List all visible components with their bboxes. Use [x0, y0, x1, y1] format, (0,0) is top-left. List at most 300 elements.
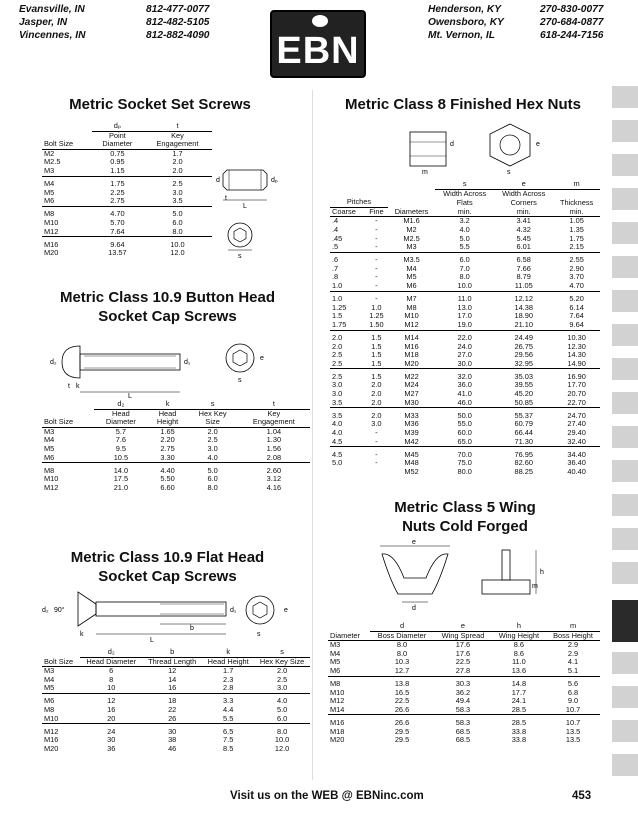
- table-cell: .4: [332, 224, 339, 234]
- table-row: [330, 321, 600, 330]
- table-cell: 22.0: [457, 333, 472, 342]
- label-d1: d₁: [184, 359, 191, 366]
- table-cell: M8: [44, 465, 55, 475]
- table-cell: 5.45: [516, 233, 531, 243]
- section-title: [330, 498, 600, 536]
- col-header: min.: [494, 207, 553, 217]
- label-d: d: [216, 177, 220, 184]
- table-cell: 8.0: [459, 272, 470, 282]
- table-cell: 8: [109, 674, 114, 684]
- section-title: Metric Class 8 Finished Hex Nuts: [345, 96, 581, 113]
- side-tab[interactable]: [612, 460, 638, 482]
- table-cell: 3.0: [371, 419, 382, 429]
- table-cell: 8.0: [396, 640, 408, 650]
- side-tab[interactable]: [612, 562, 638, 584]
- table-cell: 5.5: [459, 242, 470, 252]
- city: Henderson, KY: [428, 4, 502, 15]
- table-cell: -: [375, 263, 378, 273]
- col-header: t: [143, 122, 212, 131]
- col-header: Key: [171, 130, 184, 140]
- table-row: [42, 210, 212, 219]
- table-cell: 10.5: [113, 452, 129, 462]
- table-cell: 2.0: [371, 397, 382, 407]
- table-cell: M12: [44, 226, 59, 236]
- table-cell: -: [375, 294, 378, 304]
- col-header: d₂: [80, 648, 142, 657]
- table-cell: 5.6: [567, 679, 579, 689]
- table-cell: 30.0: [457, 358, 472, 368]
- table-cell: M8: [406, 302, 417, 312]
- table-cell: 3.0: [172, 187, 183, 197]
- table-cell: 2.0: [371, 389, 382, 399]
- table-cell: 60.0: [457, 427, 472, 437]
- label-e: e: [536, 141, 540, 148]
- table-cell: M16: [330, 717, 345, 727]
- col-header: Width Across: [443, 188, 487, 198]
- table-row: [42, 706, 310, 715]
- table-cell: 3.70: [569, 272, 584, 282]
- col-header: Coarse: [330, 207, 365, 217]
- table-cell: 16: [168, 683, 177, 693]
- table-cell: 13.0: [457, 302, 472, 312]
- side-tab[interactable]: [612, 720, 638, 742]
- table-cell: 2.25: [110, 187, 125, 197]
- table-row: [328, 667, 600, 676]
- table-cell: M6: [406, 281, 417, 291]
- col-header: t: [238, 400, 310, 409]
- table-row: [42, 149, 212, 158]
- col-header: Hex Key Size: [254, 657, 310, 667]
- label-s: s: [257, 631, 261, 638]
- table-cell: 3.30: [160, 452, 175, 462]
- table-cell: 39.55: [514, 380, 533, 390]
- col-header: Bolt Size: [42, 140, 92, 149]
- table-cell: 4.70: [569, 281, 584, 291]
- side-tab[interactable]: [612, 528, 638, 550]
- title-line: Nuts Cold Forged: [402, 518, 528, 535]
- table-cell: 1.0: [371, 302, 382, 312]
- table-cell: 6.8: [567, 687, 579, 697]
- col-header: Head Height: [202, 657, 254, 667]
- table-cell: 66.44: [514, 427, 533, 437]
- table-cell: 1.30: [266, 435, 282, 445]
- col-header: Boss Height: [546, 631, 600, 641]
- table-cell: 1.75: [332, 319, 347, 329]
- table-cell: M3: [406, 242, 417, 252]
- side-tab[interactable]: [612, 290, 638, 312]
- col-header: min.: [553, 207, 600, 217]
- table-cell: 9.64: [110, 239, 125, 249]
- side-tab[interactable]: [612, 256, 638, 278]
- website-link[interactable]: Visit us on the WEB @ EBNinc.com: [230, 790, 424, 802]
- table-cell: 14.0: [113, 465, 129, 475]
- flat-head-table: [42, 648, 310, 754]
- side-tab[interactable]: [612, 120, 638, 142]
- table-cell: 7.5: [223, 735, 234, 745]
- label-e: e: [260, 355, 264, 362]
- table-cell: 50.0: [457, 410, 472, 420]
- label-m: m: [422, 169, 428, 176]
- side-tab[interactable]: [612, 652, 638, 674]
- table-cell: 71.30: [514, 436, 533, 446]
- table-cell: 22.5: [394, 696, 410, 706]
- table-row: [330, 438, 600, 447]
- table-cell: 2.0: [371, 380, 382, 390]
- col-header: b: [142, 648, 202, 657]
- table-row: [42, 180, 212, 189]
- table-cell: 12.7: [394, 665, 410, 675]
- table-cell: 6.01: [516, 242, 531, 252]
- table-cell: 19.0: [457, 319, 472, 329]
- col-header: Height: [148, 418, 188, 427]
- col-header: Fine: [365, 207, 388, 217]
- col-header: Head Diameter: [80, 657, 142, 667]
- side-tab[interactable]: [612, 426, 638, 448]
- table-cell: M42: [404, 436, 419, 446]
- wing-nut-table: [328, 622, 600, 745]
- table-cell: 2.8: [223, 683, 234, 693]
- col-header: Diameter: [94, 418, 147, 427]
- table-cell: 10.0: [457, 281, 472, 291]
- table-cell: M12: [44, 726, 59, 736]
- table-cell: 2.5: [332, 371, 343, 381]
- table-cell: 76.95: [514, 449, 533, 459]
- table-cell: 21.0: [113, 482, 129, 492]
- table-cell: M24: [404, 380, 419, 390]
- table-row: [42, 158, 212, 167]
- table-cell: 4.70: [110, 209, 125, 219]
- table-cell: 75.0: [457, 458, 472, 468]
- table-cell: .4: [332, 216, 339, 226]
- table-cell: 21.10: [514, 319, 533, 329]
- table-cell: 1.05: [569, 216, 584, 226]
- table-cell: 4.1: [567, 657, 579, 667]
- table-cell: -: [375, 233, 378, 243]
- table-row: [330, 468, 600, 477]
- table-cell: M18: [330, 726, 345, 736]
- table-cell: 36.0: [457, 380, 472, 390]
- table-cell: M2.5: [44, 157, 61, 167]
- table-cell: 6.0: [207, 474, 218, 484]
- side-tab[interactable]: [612, 392, 638, 414]
- label-s: s: [507, 169, 511, 176]
- table-cell: 1.7: [223, 666, 234, 676]
- col-header: e: [434, 622, 491, 631]
- table-cell: 41.0: [457, 389, 472, 399]
- table-cell: 14.30: [567, 350, 586, 360]
- table-cell: 24.1: [511, 696, 527, 706]
- side-tab[interactable]: [612, 358, 638, 380]
- table-cell: 17.6: [455, 648, 471, 658]
- table-cell: 12: [107, 696, 116, 706]
- table-cell: 5.0: [459, 233, 470, 243]
- table-cell: -: [375, 216, 378, 226]
- table-row: [42, 728, 310, 737]
- table-cell: 3.5: [332, 410, 343, 420]
- col-header: m: [553, 180, 600, 189]
- table-cell: M5: [44, 443, 55, 453]
- title-line: Socket Cap Screws: [98, 308, 237, 325]
- table-cell: 10.30: [567, 333, 586, 342]
- table-cell: 2.5: [276, 674, 288, 684]
- table-cell: 8.5: [223, 743, 234, 753]
- table-cell: M20: [330, 735, 345, 745]
- table-cell: 3.0: [332, 380, 343, 390]
- table-cell: 12.12: [514, 294, 533, 304]
- table-row: [42, 219, 212, 228]
- table-cell: M14: [404, 333, 419, 342]
- table-cell: M10: [44, 713, 59, 723]
- table-cell: 5.70: [110, 217, 125, 227]
- side-tab[interactable]: [612, 686, 638, 708]
- table-cell: 32.95: [514, 358, 533, 368]
- table-cell: 30: [168, 726, 177, 736]
- col-header: Engagement: [143, 140, 212, 149]
- label-t: t: [68, 383, 70, 390]
- table-cell: 3.3: [223, 696, 234, 706]
- table-cell: 29.5: [394, 726, 410, 736]
- table-cell: 2.0: [207, 426, 218, 436]
- table-cell: 8.79: [516, 272, 531, 282]
- table-cell: 18.90: [514, 311, 533, 321]
- left-phones: [146, 3, 236, 43]
- table-cell: M12: [44, 482, 59, 492]
- table-cell: 16.90: [567, 371, 586, 381]
- table-cell: 12.0: [170, 248, 185, 258]
- table-cell: 88.25: [514, 466, 533, 476]
- col-header: d₂: [94, 400, 147, 409]
- table-cell: M3: [44, 426, 55, 436]
- table-row: [330, 243, 600, 252]
- table-cell: 1.5: [371, 358, 382, 368]
- side-tab[interactable]: [612, 222, 638, 244]
- col-header: Corners: [510, 197, 537, 207]
- page-header: [0, 0, 638, 82]
- table-cell: 1.56: [266, 443, 282, 453]
- table-cell: M2.5: [403, 233, 420, 243]
- table-cell: 3.0: [332, 389, 343, 399]
- bolt-icon: [312, 15, 328, 27]
- table-cell: 4.16: [266, 482, 282, 492]
- table-cell: 80.0: [457, 466, 472, 476]
- table-cell: 16: [107, 705, 116, 715]
- table-cell: 6.14: [569, 302, 584, 312]
- city: Jasper, IN: [19, 17, 68, 29]
- side-tab[interactable]: [612, 154, 638, 176]
- table-cell: 3.2: [459, 216, 470, 226]
- table-row: [330, 360, 600, 369]
- col-header: k: [148, 400, 188, 409]
- table-cell: 6.0: [172, 217, 183, 227]
- title-line: Metric Class 10.9 Flat Head: [70, 549, 265, 566]
- table-cell: M6: [44, 452, 55, 462]
- table-row: [42, 684, 310, 693]
- table-cell: 1.25: [369, 311, 384, 321]
- table-cell: 2.5: [207, 435, 218, 445]
- phone: 270-830-0077: [540, 4, 604, 15]
- side-tab-active[interactable]: [612, 600, 638, 642]
- table-cell: 2.20: [160, 435, 175, 445]
- table-cell: 13.6: [511, 665, 527, 675]
- table-cell: -: [375, 449, 378, 459]
- table-cell: 2.75: [110, 196, 125, 206]
- table-cell: 0.75: [110, 148, 125, 158]
- col-header: Wing Spread: [434, 631, 491, 641]
- col-header: s: [254, 648, 310, 657]
- table-cell: 1.04: [266, 426, 282, 436]
- table-cell: 12: [168, 666, 177, 676]
- table-cell: 8.6: [513, 648, 525, 658]
- table-cell: 68.5: [455, 726, 471, 736]
- table-cell: 6.5: [223, 726, 234, 736]
- table-row: [42, 241, 212, 250]
- table-cell: 5.50: [160, 474, 175, 484]
- table-cell: 18: [168, 696, 177, 706]
- table-cell: 2.0: [332, 333, 343, 342]
- table-cell: M4: [406, 263, 417, 273]
- table-cell: M36: [404, 419, 419, 429]
- table-cell: M20: [44, 743, 59, 753]
- table-cell: 50.85: [514, 397, 533, 407]
- section-title: [50, 288, 285, 326]
- col-header: e: [494, 180, 553, 189]
- table-cell: 9.64: [569, 319, 584, 329]
- table-cell: M8: [330, 679, 341, 689]
- col-header: Thread Length: [142, 657, 202, 667]
- table-cell: 7.64: [569, 311, 584, 321]
- table-cell: 11.0: [457, 294, 472, 304]
- col-header: min.: [435, 207, 494, 217]
- col-header: Pitches: [330, 198, 388, 207]
- table-cell: 58.3: [455, 717, 471, 727]
- table-cell: M3: [44, 165, 55, 175]
- table-cell: 55.37: [514, 410, 533, 420]
- table-cell: 9.0: [567, 696, 579, 706]
- right-phones: [540, 3, 630, 43]
- phone: 270-684-0877: [540, 17, 604, 29]
- table-cell: 14.90: [567, 358, 586, 368]
- table-cell: M18: [404, 350, 419, 360]
- phone: 812-477-0077: [146, 4, 210, 15]
- table-cell: -: [375, 427, 378, 437]
- side-tab[interactable]: [612, 324, 638, 346]
- table-cell: 7.66: [516, 263, 531, 273]
- table-cell: M4: [330, 648, 341, 658]
- table-cell: 16.5: [394, 687, 410, 697]
- col-header: Bolt Size: [42, 657, 80, 667]
- table-cell: 30.3: [455, 679, 471, 689]
- table-row: [42, 697, 310, 706]
- table-cell: 28.5: [511, 717, 527, 727]
- col-header: m: [546, 622, 600, 631]
- table-cell: 68.5: [455, 735, 471, 745]
- table-cell: M4: [44, 179, 55, 189]
- label-d2: d₂: [42, 607, 49, 614]
- table-cell: 26.6: [394, 717, 410, 727]
- table-cell: 4.0: [276, 696, 288, 706]
- table-cell: 65.0: [457, 436, 472, 446]
- label-h: h: [540, 569, 544, 576]
- table-cell: 6.58: [516, 255, 531, 265]
- table-cell: M30: [404, 397, 419, 407]
- table-cell: 2.08: [266, 452, 282, 462]
- city: Owensboro, KY: [428, 17, 504, 29]
- table-cell: 2.0: [172, 157, 183, 167]
- col-header: Flats: [456, 197, 473, 207]
- table-cell: 58.3: [455, 704, 471, 714]
- wing-nut-diagram: [370, 540, 570, 612]
- table-cell: 1.25: [332, 302, 347, 312]
- table-cell: 27.40: [567, 419, 586, 429]
- side-tab[interactable]: [612, 188, 638, 210]
- col-header: Thickness: [559, 197, 594, 207]
- table-row: [42, 736, 310, 745]
- col-header: Diameter: [92, 140, 143, 149]
- table-row: [42, 667, 310, 676]
- label-s: s: [238, 253, 242, 260]
- table-cell: 1.75: [110, 179, 125, 189]
- table-cell: 5.5: [223, 713, 234, 723]
- table-cell: 29.5: [394, 735, 410, 745]
- table-cell: M12: [330, 696, 345, 706]
- label-e: e: [412, 539, 416, 546]
- table-cell: 28.5: [511, 704, 527, 714]
- table-cell: 4.4: [223, 705, 234, 715]
- table-cell: M4: [44, 435, 55, 445]
- table-cell: .45: [332, 233, 343, 243]
- col-header: Width Across: [502, 188, 546, 198]
- table-cell: 36: [107, 743, 116, 753]
- table-cell: 29.56: [514, 350, 533, 360]
- table-cell: 6.0: [459, 255, 470, 265]
- table-cell: -: [375, 255, 378, 265]
- title-line: Metric Class 10.9 Button Head: [59, 289, 276, 306]
- table-cell: 4.32: [516, 224, 531, 234]
- table-cell: 5.1: [567, 665, 579, 675]
- table-cell: 45.20: [514, 389, 533, 399]
- table-body: [328, 641, 600, 745]
- table-cell: 1.5: [371, 333, 382, 342]
- phone: 618-244-7156: [540, 30, 604, 42]
- table-cell: 60.79: [514, 419, 533, 429]
- table-cell: M6: [330, 665, 341, 675]
- table-cell: 1.75: [569, 233, 584, 243]
- side-tab[interactable]: [612, 494, 638, 516]
- table-cell: M10: [44, 474, 59, 484]
- table-cell: 1.35: [569, 224, 584, 234]
- table-cell: 35.03: [514, 371, 533, 381]
- table-cell: M27: [404, 389, 419, 399]
- table-cell: 46.0: [457, 397, 472, 407]
- table-cell: 5.0: [207, 465, 218, 475]
- table-cell: 1.5: [332, 311, 343, 321]
- table-cell: 10.0: [274, 735, 290, 745]
- table-row: [42, 676, 310, 685]
- side-tab[interactable]: [612, 86, 638, 108]
- side-tab[interactable]: [612, 754, 638, 776]
- table-cell: M16: [404, 341, 419, 351]
- table-cell: 2.15: [569, 242, 584, 252]
- table-cell: 2.3: [223, 674, 234, 684]
- table-cell: 55.0: [457, 419, 472, 429]
- table-cell: 10: [107, 683, 116, 693]
- table-cell: 20: [107, 713, 116, 723]
- table-cell: 5.20: [569, 294, 584, 304]
- label-e: e: [284, 607, 288, 614]
- city: Vincennes, IN: [19, 30, 86, 42]
- table-cell: M16: [44, 239, 59, 249]
- col-header: Diameter: [328, 631, 370, 641]
